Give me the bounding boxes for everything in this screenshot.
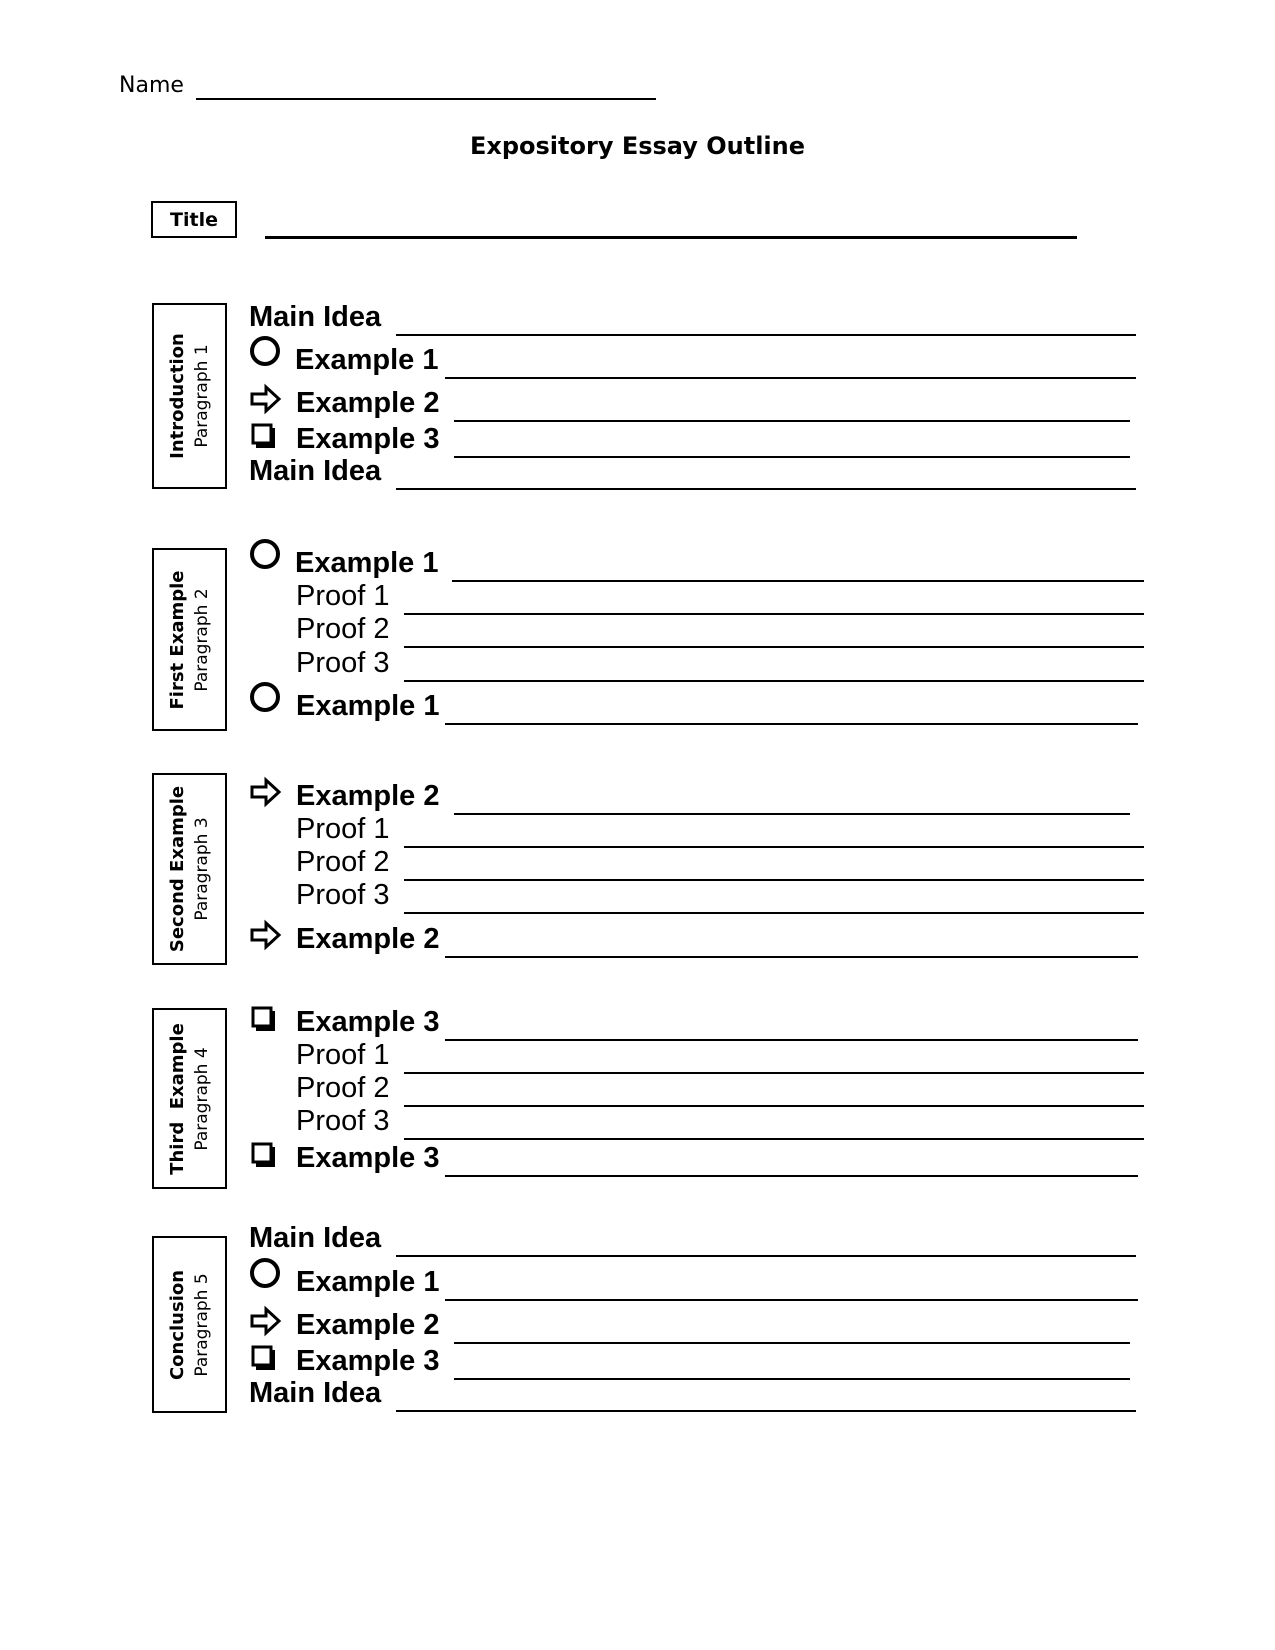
entry-label: Example 2	[296, 923, 440, 955]
outline-entry	[0, 1267, 1275, 1301]
entry-label: Main Idea	[249, 301, 382, 333]
title-label: Title	[170, 208, 218, 231]
name-field[interactable]	[196, 98, 656, 100]
entry-label: Proof 2	[296, 846, 390, 878]
section-label-paragraph: Paragraph 3	[191, 817, 212, 921]
entry-label: Example 3	[296, 1006, 440, 1038]
entry-label: Example 3	[296, 423, 440, 455]
outline-entry	[0, 648, 1275, 682]
answer-line[interactable]	[454, 420, 1130, 422]
outline-entry	[0, 847, 1275, 881]
outline-entry	[0, 302, 1275, 336]
outline-entry	[0, 814, 1275, 848]
outline-entry	[0, 456, 1275, 490]
section-label-main: Second Example	[166, 785, 188, 953]
section-label-paragraph: Paragraph 4	[191, 1046, 212, 1151]
answer-line[interactable]	[445, 377, 1136, 379]
outline-entry	[0, 581, 1275, 615]
section-label-main: Conclusion	[166, 1269, 188, 1380]
entry-label: Proof 3	[296, 1105, 390, 1137]
outline-entry	[0, 1143, 1275, 1177]
outline-entry	[0, 1073, 1275, 1107]
section-label-main: Third Example	[166, 1022, 188, 1175]
outline-entry	[0, 614, 1275, 648]
square-checkbox-icon	[248, 1137, 284, 1171]
section-label-paragraph: Paragraph 5	[191, 1272, 212, 1377]
entry-label: Proof 2	[296, 1072, 390, 1104]
circle-icon	[248, 1257, 284, 1291]
arrow-right-icon	[248, 382, 284, 416]
document-title: Expository Essay Outline	[469, 132, 806, 160]
arrow-right-icon	[248, 775, 284, 809]
entry-label: Proof 1	[296, 580, 390, 612]
outline-entry	[0, 924, 1275, 958]
entry-label: Example 1	[295, 344, 439, 376]
outline-entry	[0, 548, 1275, 582]
entry-label: Example 3	[296, 1142, 440, 1174]
answer-line[interactable]	[454, 1342, 1130, 1344]
section-label-paragraph: Paragraph 1	[191, 344, 212, 448]
square-checkbox-icon	[248, 418, 284, 452]
entry-label: Example 3	[296, 1345, 440, 1377]
entry-label: Main Idea	[249, 1377, 382, 1409]
circle-icon	[248, 681, 284, 715]
section-label-main: Introduction	[166, 333, 188, 459]
arrow-right-icon	[248, 918, 284, 952]
answer-line[interactable]	[404, 1138, 1144, 1140]
outline-entry	[0, 345, 1275, 379]
outline-entry	[0, 1378, 1275, 1412]
arrow-right-icon	[248, 1304, 284, 1338]
outline-entry	[0, 1040, 1275, 1074]
entry-label: Main Idea	[249, 1222, 382, 1254]
section-label-main: First Example	[166, 570, 188, 709]
title-label-box	[151, 201, 237, 238]
answer-line[interactable]	[396, 334, 1136, 336]
outline-entry	[0, 1310, 1275, 1344]
entry-label: Example 2	[296, 1309, 440, 1341]
outline-entry	[0, 1223, 1275, 1257]
entry-label: Example 1	[295, 547, 439, 579]
outline-entry	[0, 424, 1275, 458]
entry-label: Proof 1	[296, 813, 390, 845]
circle-icon	[248, 335, 284, 369]
outline-entry	[0, 388, 1275, 422]
entry-label: Proof 1	[296, 1039, 390, 1071]
outline-entry	[0, 691, 1275, 725]
answer-line[interactable]	[396, 1410, 1136, 1412]
entry-label: Example 2	[296, 780, 440, 812]
outline-entry	[0, 781, 1275, 815]
circle-icon	[248, 538, 284, 572]
entry-label: Example 1	[296, 1266, 440, 1298]
outline-entry	[0, 880, 1275, 914]
name-label: Name	[119, 73, 184, 98]
entry-label: Proof 2	[296, 613, 390, 645]
entry-label: Main Idea	[249, 455, 382, 487]
square-checkbox-icon	[248, 1340, 284, 1374]
section-label-paragraph: Paragraph 2	[191, 587, 212, 692]
answer-line[interactable]	[445, 1299, 1138, 1301]
entry-label: Example 1	[296, 690, 440, 722]
answer-line[interactable]	[396, 1255, 1136, 1257]
entry-label: Proof 3	[296, 647, 390, 679]
outline-entry	[0, 1106, 1275, 1140]
answer-line[interactable]	[445, 956, 1138, 958]
title-field[interactable]	[265, 236, 1077, 239]
entry-label: Example 2	[296, 387, 440, 419]
answer-line[interactable]	[445, 1175, 1138, 1177]
answer-line[interactable]	[445, 723, 1138, 725]
answer-line[interactable]	[396, 488, 1136, 490]
answer-line[interactable]	[404, 680, 1144, 682]
answer-line[interactable]	[404, 912, 1144, 914]
outline-entry	[0, 1007, 1275, 1041]
square-checkbox-icon	[248, 1001, 284, 1035]
outline-entry	[0, 1346, 1275, 1380]
entry-label: Proof 3	[296, 879, 390, 911]
